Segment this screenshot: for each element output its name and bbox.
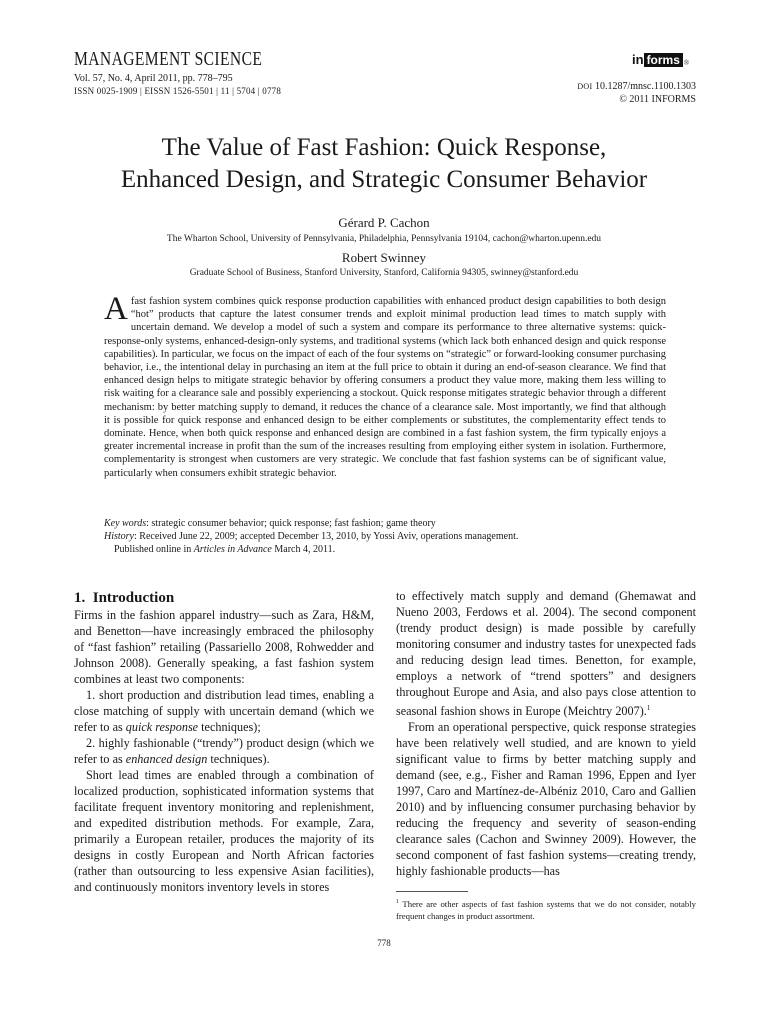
keywords: Key words: strategic consumer behavior; quick response; fast fashion; game theory <box>104 518 436 529</box>
author-name: Gérard P. Cachon <box>338 215 430 230</box>
paragraph: From an operational perspective, quick response strategies have been relatively well studied, and are known to yield significant value to firms by better matching supply and demand (see, e.g., Fisher and Raman 1996, Eppen and Iyer 1997, Caro and Martínez-de-Albéniz 2010, Caro and Gallien 2010) and by influencing consumer purchasing behavior by reducing the frequency and severity of season-ending clearance sales (Cachon and Swinney 2009). However, the second component of fast fashion systems—creating trendy, highly fashionable products—has <box>396 720 696 879</box>
paragraph: Firms in the fashion apparel industry—such as Zara, H&M, and Benetton—have increasingly embraced the philosophy of “fast fashion” retailing (Passariello 2008, Rohwedder and Johnson 2008). Generally speaking, a fast fashion system combines at least two components: <box>74 608 374 686</box>
journal-name: MANAGEMENT SCIENCE <box>74 48 263 70</box>
author-affiliation: Graduate School of Business, Stanford University, Stanford, California 94305, swinney@stanford.edu <box>189 268 579 278</box>
paragraph: to effectively match supply and demand (Ghemawat and Nueno 2003, Ferdows et al. 2004). The second component (trendy product design) is made possible by carefully monitoring consumer and industry tastes for unexpected fads and reducing design lead times. Benetton, for example, employs a network of “trend spotters” and designers throughout Europe and Asia, and also pays close attention to seasonal fashion shows in Europe (Meichtry 2007).$^1$ <box>396 589 696 719</box>
footnote-rule <box>396 891 468 892</box>
page-number: 778 <box>377 938 391 948</box>
issn-info: ISSN 0025-1909 | EISSN 1526-5501 | 11 | 5704 | 0778 <box>74 86 282 96</box>
published-online: Published online in Articles in Advance March 4, 2011. <box>114 544 336 555</box>
abstract <box>104 291 667 480</box>
author-affiliation: The Wharton School, University of Pennsylvania, Philadelphia, Pennsylvania 19104, cachon@wharton.upenn.edu <box>166 234 602 244</box>
article-title: The Value of Fast Fashion: Quick Response, Enhanced Design, and Strategic Consumer Behavior <box>120 134 648 193</box>
list-item: 1. short production and distribution lead times, enabling a close matching of supply with uncertain demand (which we refer to as quick response techniques); <box>74 688 374 734</box>
list-item: 2. highly fashionable (“trendy”) product design (which we refer to as enhanced design techniques). <box>74 736 374 766</box>
history: History: Received June 22, 2009; accepted December 13, 2010, by Yossi Aviv, operations management. <box>104 531 519 542</box>
abstract-text: fast fashion system combines quick response production capabilities with enhanced product design capabilities to both design “hot” products that capture the latest consumer trends and exploit minimal production lead times to match supply with uncertain demand. We develop a model of such a system and compare its performance to three alternative systems: quick-response-only systems, enhanced-design-only systems, and traditional systems (which lack both enhanced design and quick response capabilities). In particular, we focus on the impact of each of the four systems on “strategic” or forward-looking consumer purchasing behavior, i.e., the intentional delay in purchasing an item at the full price to obtain it during an end-of-season clearance. We find that enhanced design helps to mitigate strategic behavior by offering consumers a product they value more, making them less willing to risk waiting for a clearance sale and possibly experiencing a stockout. Quick response mitigates strategic behavior through a different mechanism: by better matching supply to demand, it reduces the chance of a clearance sale. Most importantly, we find that although it is possible for quick response and enhanced design to be either complements or substitutes, the complementarity effect tends to dominate. Hence, when both quick response and enhanced design are combined in a fast fashion system, the firm typically enjoys a greater incremental increase in profit than the sum of the increases resulting from employing either system in isolation. Furthermore, complementarity is strongest when customers are very strategic. We conclude that fast fashion systems can be of significant value, particularly when consumers exhibit strategic behavior. <box>104 296 667 479</box>
copyright: © 2011 INFORMS <box>619 94 696 105</box>
right-column <box>396 588 696 879</box>
doi-line: DOI 10.1287/mnsc.1100.1303 <box>577 81 696 92</box>
doi-link[interactable]: 10.1287/mnsc.1100.1303 <box>594 81 696 92</box>
abstract-dropcap: A <box>104 291 128 327</box>
section-heading: 1. Introduction <box>74 590 175 606</box>
left-column <box>74 590 374 895</box>
doi-block <box>577 80 696 106</box>
author-name: Robert Swinney <box>341 250 427 265</box>
volume-info: Vol. 57, No. 4, April 2011, pp. 778–795 <box>74 73 233 84</box>
paragraph: Short lead times are enabled through a combination of localized production, sophisticated information systems that facilitate frequent inventory monitoring and replenishment, and expedited distribution methods. For example, Zara, primarily a European retailer, produces the majority of its designs in costly European and North African factories (rather than outsourcing to less expensive Asian facilities), and continuously monitors inventory levels in stores <box>74 768 374 894</box>
informs-logo: in forms ® <box>632 52 690 67</box>
footnote: $^1$ There are other aspects of fast fashion systems that we do not consider, notably frequent changes in product assortment. <box>396 898 696 921</box>
footnote-ref: 1 <box>646 704 651 712</box>
